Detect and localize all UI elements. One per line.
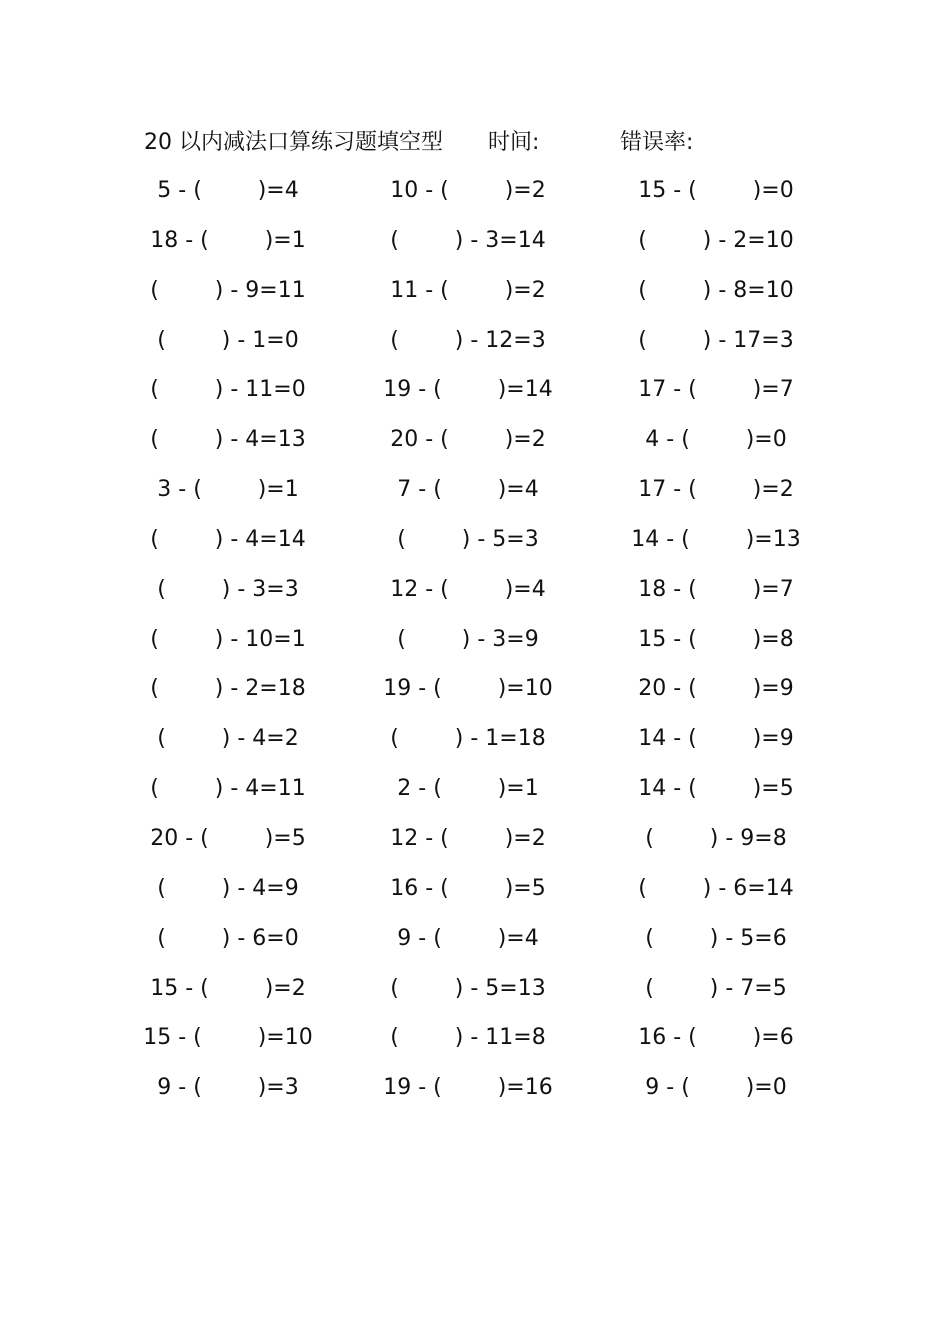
problem-item: ( ) - 2=18 [150,676,306,702]
problem-item: ( ) - 4=14 [150,526,306,552]
problem-row [0,465,950,515]
problem-item: 9 - ( )=4 [397,925,539,951]
problem-item: 2 - ( )=1 [397,776,539,802]
problem-item: 17 - ( )=7 [638,377,794,403]
problem-item: 18 - ( )=7 [638,576,794,602]
problem-grid [0,166,950,1113]
problem-item: 14 - ( )=13 [631,526,801,552]
problem-item: 16 - ( )=6 [638,1025,794,1051]
problem-row [0,166,950,216]
problem-item: ( ) - 10=1 [150,626,306,652]
problem-row [0,365,950,415]
problem-item: ( ) - 3=9 [397,626,539,652]
worksheet-header [144,126,784,160]
problem-row [0,565,950,615]
problem-row [0,1063,950,1113]
problem-item: 14 - ( )=5 [638,776,794,802]
problem-item: ( ) - 12=3 [390,327,546,353]
problem-item: ( ) - 5=6 [645,925,787,951]
problem-row [0,266,950,316]
problem-item: ( ) - 5=13 [390,975,546,1001]
problem-item: 18 - ( )=1 [150,227,306,253]
problem-item: ( ) - 9=11 [150,277,306,303]
problem-item: 19 - ( )=10 [383,676,553,702]
problem-item: ( ) - 8=10 [638,277,794,303]
error-rate-label: 错误率: [620,130,694,155]
problem-item: 9 - ( )=3 [157,1075,299,1101]
problem-item: 20 - ( )=9 [638,676,794,702]
problem-item: 5 - ( )=4 [157,178,299,203]
problem-row [0,664,950,714]
problem-item: 7 - ( )=4 [397,477,539,503]
problem-row [0,1013,950,1063]
problem-item: ( ) - 1=0 [157,327,299,353]
problem-item: ( ) - 17=3 [638,327,794,353]
problem-item: 19 - ( )=14 [383,377,553,403]
problem-item: ( ) - 4=11 [150,776,306,802]
problem-item: 10 - ( )=2 [390,178,546,203]
problem-row [0,415,950,465]
problem-item: 15 - ( )=8 [638,626,794,652]
problem-item: ( ) - 2=10 [638,227,794,253]
problem-row [0,864,950,914]
problem-item: 9 - ( )=0 [645,1075,787,1101]
problem-row [0,615,950,665]
problem-row [0,914,950,964]
problem-item: 15 - ( )=0 [638,178,794,203]
problem-item: ( ) - 4=9 [157,875,299,901]
problem-item: 19 - ( )=16 [383,1075,553,1101]
problem-item: 12 - ( )=2 [390,825,546,851]
problem-item: 15 - ( )=10 [143,1025,313,1051]
problem-item: ( ) - 1=18 [390,726,546,752]
problem-item: ( ) - 6=0 [157,925,299,951]
problem-item: ( ) - 3=3 [157,576,299,602]
problem-item: ( ) - 5=3 [397,526,539,552]
problem-item: 17 - ( )=2 [638,477,794,503]
problem-item: ( ) - 9=8 [645,825,787,851]
problem-row [0,714,950,764]
problem-item: ( ) - 6=14 [638,875,794,901]
problem-item: ( ) - 4=2 [157,726,299,752]
problem-row [0,764,950,814]
time-label: 时间: [488,130,540,155]
problem-row [0,964,950,1014]
problem-row [0,316,950,366]
problem-item: 11 - ( )=2 [390,277,546,303]
problem-row [0,515,950,565]
worksheet-title: 20 以内减法口算练习题填空型 [144,130,443,155]
problem-item: ( ) - 11=0 [150,377,306,403]
problem-item: 20 - ( )=2 [390,427,546,453]
problem-item: 4 - ( )=0 [645,427,787,453]
problem-row [0,814,950,864]
problem-item: ( ) - 4=13 [150,427,306,453]
problem-item: 16 - ( )=5 [390,875,546,901]
problem-row [0,216,950,266]
problem-item: 3 - ( )=1 [157,477,299,503]
problem-item: ( ) - 3=14 [390,227,546,253]
problem-item: ( ) - 7=5 [645,975,787,1001]
problem-item: 20 - ( )=5 [150,825,306,851]
problem-item: 14 - ( )=9 [638,726,794,752]
problem-item: ( ) - 11=8 [390,1025,546,1051]
problem-item: 12 - ( )=4 [390,576,546,602]
problem-item: 15 - ( )=2 [150,975,306,1001]
